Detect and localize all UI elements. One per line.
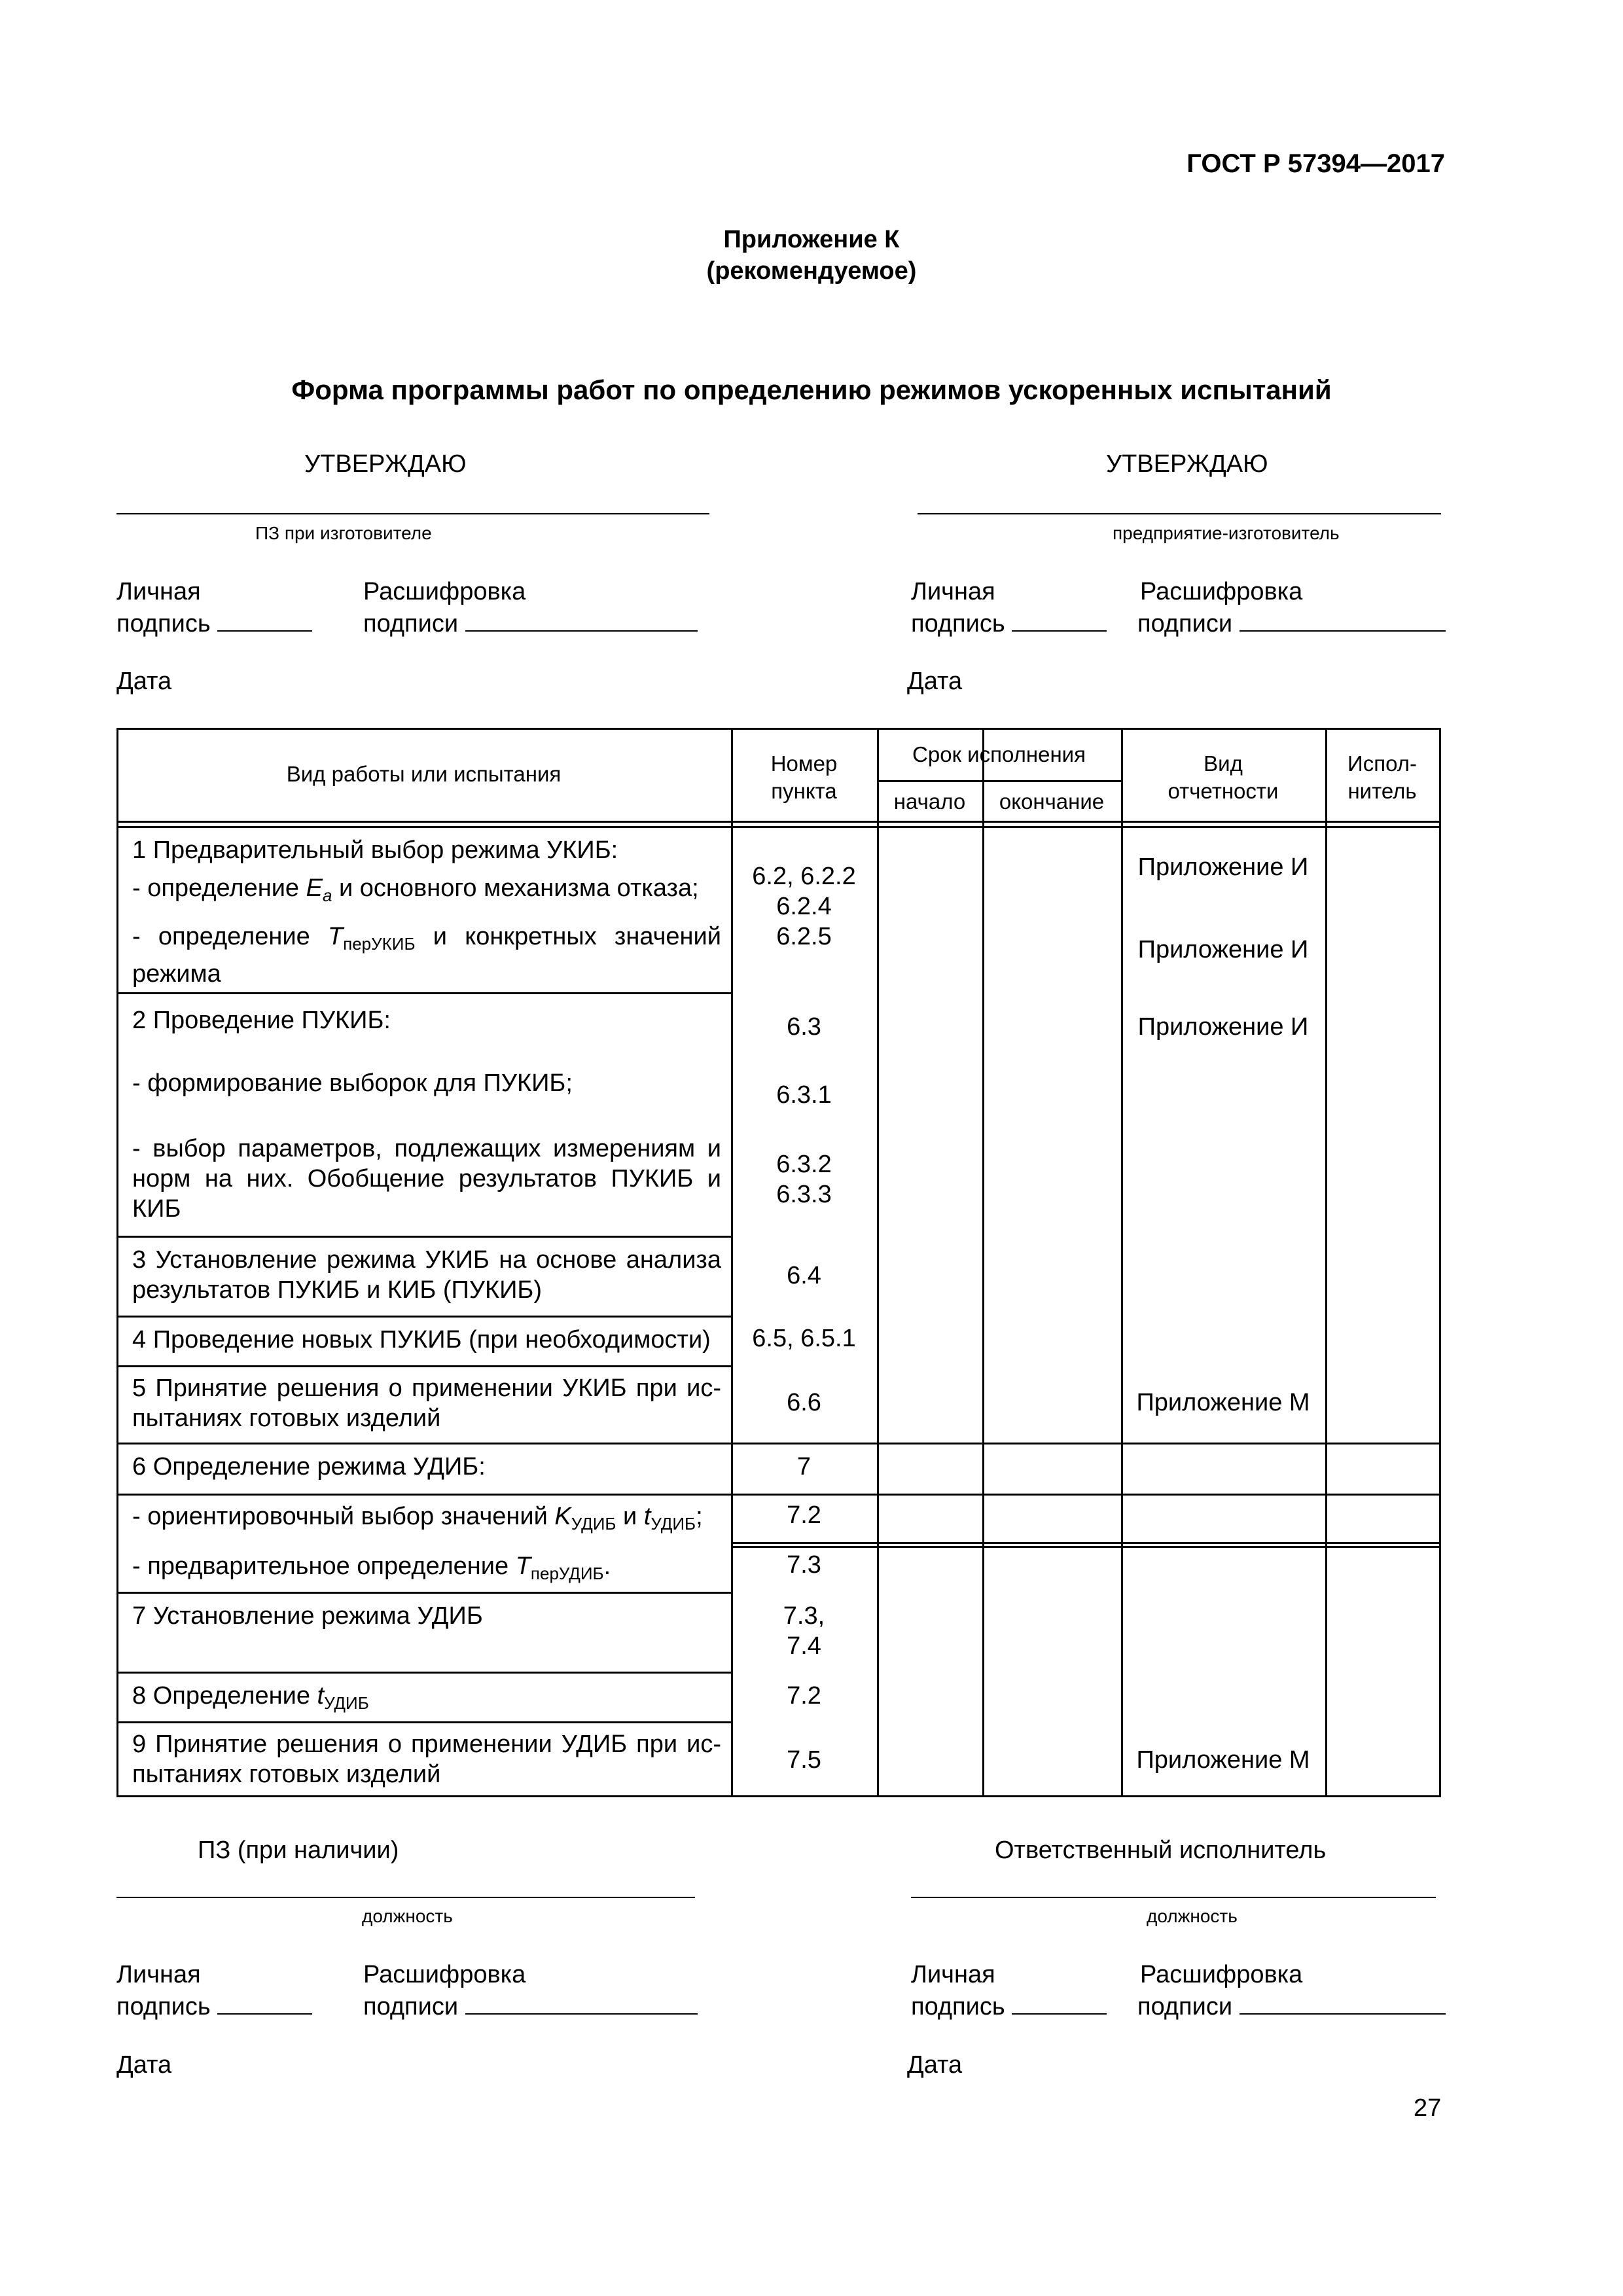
r9-num: 7.5: [787, 1746, 821, 1774]
sig-personal-l1: Личная: [116, 578, 201, 605]
sig-decode-l2: подписи: [363, 608, 698, 638]
r8-num: 7.2: [787, 1682, 821, 1710]
hdr-deadline: Срок исполнения: [912, 742, 1086, 766]
r1-item-b: - определение $T_{перУКИБ}$ и конкретных значений режима: [132, 923, 721, 988]
r1-report-1: Приложение И: [1137, 853, 1309, 881]
r2-num-1: 6.3: [787, 1013, 821, 1041]
standard-number: ГОСТ Р 57394—2017: [1186, 149, 1445, 178]
hdr-end: окончание: [999, 789, 1105, 814]
r2-report: Приложение И: [1137, 1013, 1309, 1041]
hdr-start: начало: [893, 789, 966, 814]
r5-text: 5 Принятие решения о применении УКИБ при ис-пытаниях готовых изделий: [132, 1374, 721, 1432]
r2-item-b: - выбор параметров, подлежащих измерениям и норм на них. Обобщение результатов ПУКИБ и КИБ: [132, 1135, 721, 1223]
sig-date-left: Дата: [116, 668, 172, 695]
bottom-left-line: [116, 1897, 695, 1898]
bsig-personal-l1: Личная: [116, 1961, 201, 1988]
page-number: 27: [1414, 2094, 1442, 2122]
r3-text: 3 Установление режима УКИБ на основе анализа результатов ПУКИБ и КИБ (ПУКИБ): [132, 1246, 721, 1304]
sig-decode-l1: Расшифровка: [363, 578, 526, 605]
sig-decode-r2: подписи: [1137, 608, 1446, 638]
hdr-executor-1: Испол-: [1347, 751, 1417, 776]
r5-num: 6.6: [787, 1389, 821, 1416]
r6-text: 6 Определение режима УДИБ:: [132, 1453, 486, 1480]
approve-right-label: УТВЕРЖДАЮ: [1106, 450, 1268, 478]
approve-right-caption: предприятие-изготовитель: [1113, 523, 1340, 543]
r7-text: 7 Установление режима УДИБ: [132, 1602, 483, 1630]
bottom-right-caption: должность: [1147, 1906, 1238, 1926]
r1-num-1: 6.2, 6.2.2: [752, 863, 856, 890]
r7-num-1: 7.3,: [783, 1602, 825, 1630]
r8-text: 8 Определение $t_{УДИБ}$: [132, 1682, 369, 1713]
bsig-personal-r2: подпись: [911, 1991, 1107, 2021]
r7-num-2: 7.4: [787, 1632, 821, 1660]
r1-report-2: Приложение И: [1137, 936, 1309, 963]
hdr-item-1: Номер: [770, 751, 838, 776]
bsig-decode-r1: Расшифровка: [1140, 1961, 1303, 1988]
bsig-date-left: Дата: [116, 2051, 172, 2079]
hdr-executor-2: нитель: [1347, 779, 1417, 803]
r6b-text: - предварительное определение $T_{перУДИБ}$.: [132, 1552, 611, 1583]
r1-num-3: 6.2.5: [776, 923, 832, 950]
r2-title: 2 Проведение ПУКИБ:: [132, 1007, 391, 1034]
bsig-personal-l2: подпись: [116, 1991, 312, 2021]
r9-text: 9 Принятие решения о применении УДИБ при ис-пытаниях готовых изделий: [132, 1731, 721, 1788]
form-title: Форма программы работ по определению режимов ускоренных испытаний: [291, 374, 1332, 405]
bsig-personal-r1: Личная: [911, 1961, 995, 1988]
approve-left-caption: ПЗ при изготовителе: [255, 523, 432, 543]
r2-num-3: 6.3.2: [776, 1151, 832, 1178]
sig-personal-l2: подпись: [116, 608, 312, 638]
r2-num-4: 6.3.3: [776, 1181, 832, 1208]
sig-date-right: Дата: [907, 668, 963, 695]
sig-decode-r1: Расшифровка: [1140, 578, 1303, 605]
hdr-report-2: отчетности: [1168, 779, 1279, 803]
r6a-text: - ориентировочный выбор значений $K_{УДИБ}$ и $t_{УДИБ}$;: [132, 1503, 703, 1534]
r4-text: 4 Проведение новых ПУКИБ (при необходимости): [132, 1326, 711, 1354]
bsig-decode-l2: подписи: [363, 1991, 698, 2021]
sig-personal-r2: подпись: [911, 608, 1107, 638]
bsig-decode-r2: подписи: [1137, 1991, 1446, 2021]
approve-left-label: УТВЕРЖДАЮ: [304, 450, 467, 478]
appendix-type: (рекомендуемое): [706, 257, 917, 285]
bottom-right-line: [911, 1897, 1436, 1898]
hdr-report-1: Вид: [1204, 751, 1243, 776]
r6b-num: 7.3: [787, 1551, 821, 1579]
bottom-left-label: ПЗ (при наличии): [198, 1837, 399, 1864]
r1-item-a: - определение $E_a$ и основного механизма отказа;: [132, 874, 699, 905]
r6-num: 7: [796, 1453, 812, 1480]
r6a-num: 7.2: [787, 1501, 821, 1529]
bottom-right-label: Ответственный исполнитель: [995, 1837, 1327, 1864]
r1-title: 1 Предварительный выбор режима УКИБ:: [132, 836, 618, 864]
approve-left-line: [116, 513, 709, 514]
work-program-table: [116, 728, 1441, 1797]
r5-report: Приложение М: [1136, 1389, 1310, 1416]
r2-item-a: - формирование выборок для ПУКИБ;: [132, 1069, 573, 1097]
hdr-item-2: пункта: [771, 779, 837, 803]
bottom-left-caption: должность: [362, 1906, 453, 1926]
bsig-decode-l1: Расшифровка: [363, 1961, 526, 1988]
r1-num-2: 6.2.4: [776, 893, 832, 920]
bsig-date-right: Дата: [907, 2051, 963, 2079]
hdr-work: Вид работы или испытания: [286, 762, 562, 786]
r3-num: 6.4: [787, 1262, 821, 1289]
appendix-title: Приложение К: [723, 226, 900, 253]
sig-personal-r1: Личная: [911, 578, 995, 605]
r4-num: 6.5, 6.5.1: [752, 1325, 856, 1352]
r9-report: Приложение М: [1136, 1746, 1310, 1774]
r2-num-2: 6.3.1: [776, 1081, 832, 1109]
approve-right-line: [918, 513, 1441, 514]
